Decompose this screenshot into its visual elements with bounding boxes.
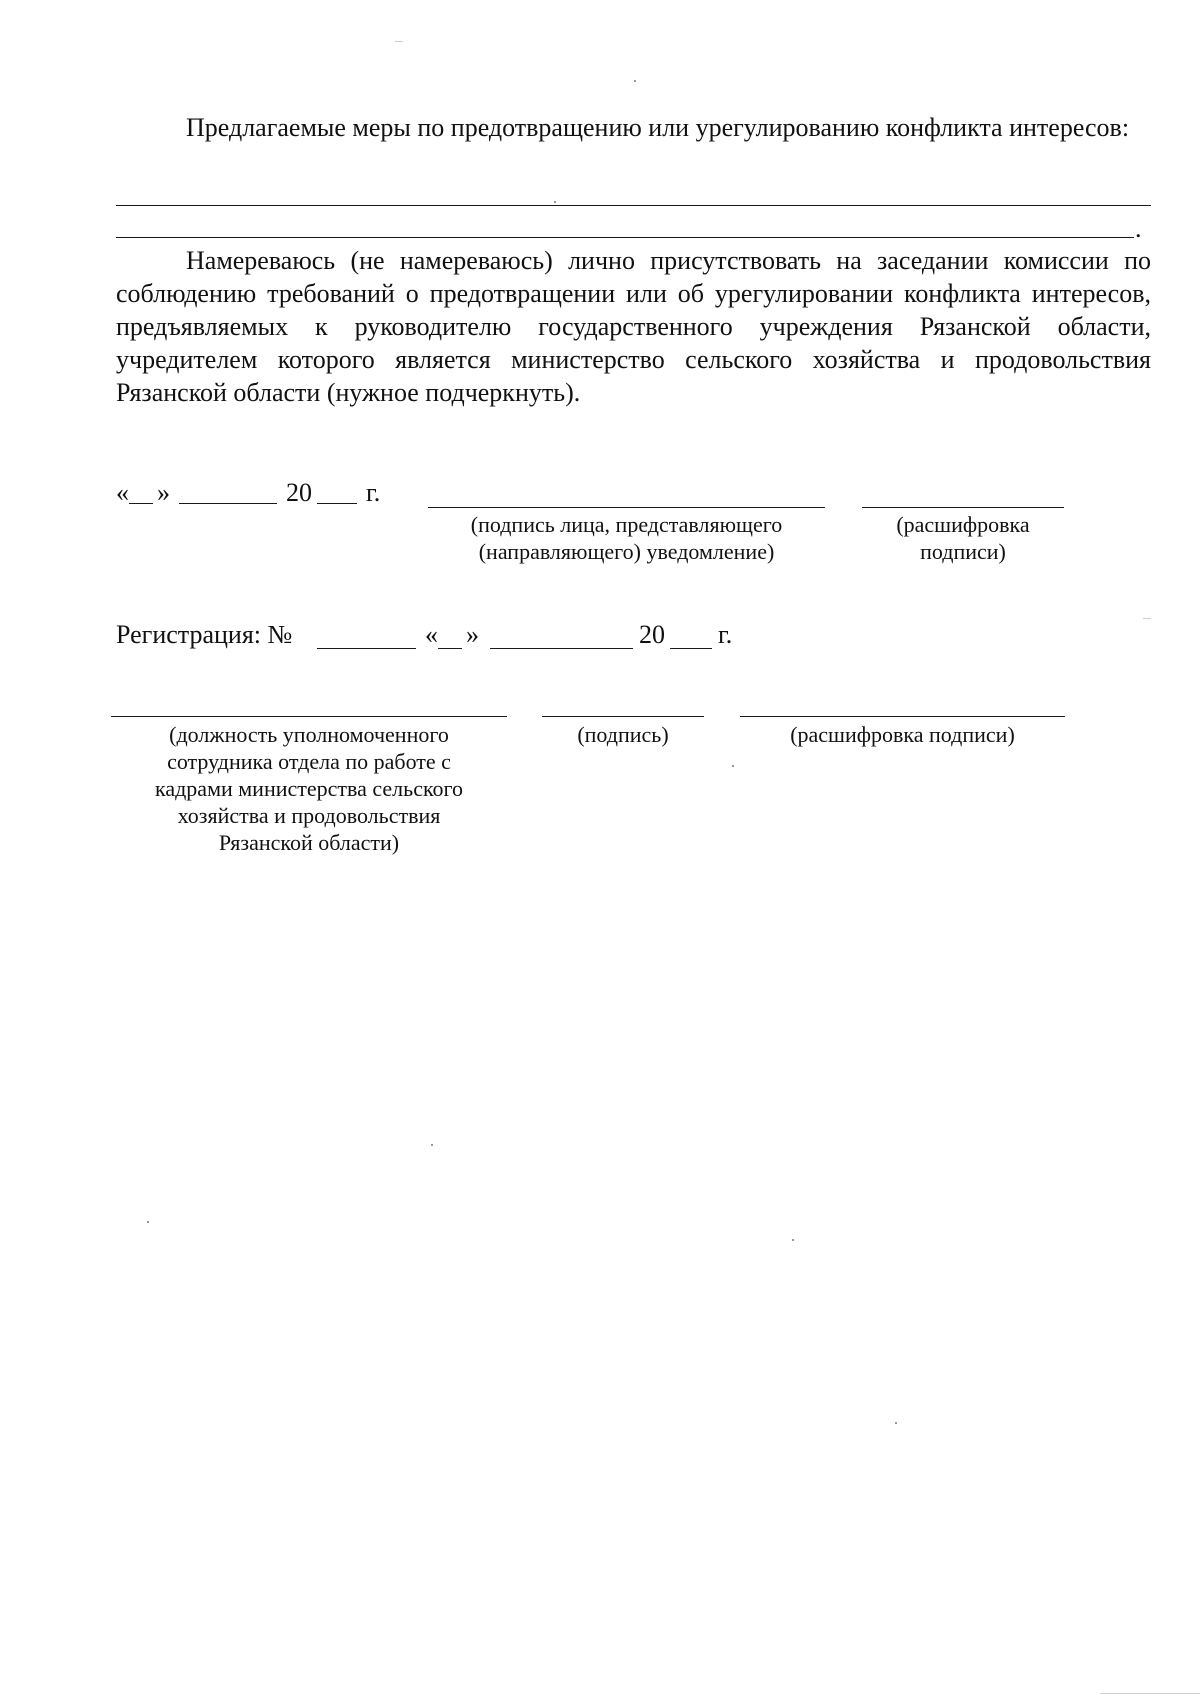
measures-blank-line-1[interactable] xyxy=(116,205,1151,206)
signature-decode-blank-line[interactable] xyxy=(862,507,1064,508)
officer-signature-caption: (подпись) xyxy=(577,722,669,747)
date-year-blank[interactable] xyxy=(317,503,357,504)
officer-signature-blank-line[interactable] xyxy=(542,716,704,717)
line-end-period: . xyxy=(1135,214,1142,243)
decode-caption-line1: (расшифровка xyxy=(896,512,1030,537)
scan-speck xyxy=(792,1239,794,1241)
registration-open-quote: « xyxy=(425,620,438,649)
measures-blank-line-2[interactable] xyxy=(116,237,1134,238)
registration-close-quote: » xyxy=(466,620,479,649)
scan-speck xyxy=(895,1422,897,1424)
scan-speck xyxy=(554,201,556,203)
signature-caption-line1: (подпись лица, представляющего xyxy=(470,512,783,537)
scan-edge xyxy=(1100,1693,1200,1694)
scan-speck xyxy=(431,1144,433,1146)
registration-month-blank[interactable] xyxy=(490,648,633,649)
position-caption-line3: кадрами министерства сельского xyxy=(154,776,464,801)
date-open-quote: « xyxy=(116,478,129,507)
decode-caption-line2: подписи) xyxy=(920,539,1006,564)
date-day-blank[interactable] xyxy=(129,503,153,504)
signature-blank-line[interactable] xyxy=(428,507,825,508)
position-caption-line4: хозяйства и продовольствия xyxy=(177,803,441,828)
registration-year-suffix: г. xyxy=(718,620,733,649)
scan-speck xyxy=(1143,618,1151,619)
registration-day-blank[interactable] xyxy=(438,648,462,649)
registration-year-blank[interactable] xyxy=(670,648,712,649)
officer-decode-caption: (расшифровка подписи) xyxy=(790,722,1015,747)
scan-speck xyxy=(395,41,403,42)
intent-paragraph: Намереваюсь (не намереваюсь) лично присутствовать на заседании комиссии по соблюдению требований о предотвращении или об урегулировании конфликта интересов, предъявляемых к руководителю государственного учреждения Рязанской области, учредителем которого является министерство сельского хозяйства и продовольствия Рязанской области (нужное подчеркнуть). xyxy=(116,246,1151,407)
scan-speck xyxy=(732,765,734,767)
officer-decode-blank-line[interactable] xyxy=(740,716,1065,717)
date-year-suffix: г. xyxy=(366,478,381,507)
position-caption-line5: Рязанской области) xyxy=(218,830,400,855)
date-month-blank[interactable] xyxy=(179,503,277,504)
date-close-quote: » xyxy=(157,478,170,507)
officer-position-blank-line[interactable] xyxy=(111,716,507,717)
scan-speck xyxy=(634,80,636,82)
date-year-prefix: 20 xyxy=(286,478,312,507)
scan-speck xyxy=(147,1221,149,1223)
signature-caption-line2: (направляющего) уведомление) xyxy=(478,539,775,564)
registration-year-prefix: 20 xyxy=(639,620,665,649)
position-caption-line2: сотрудника отдела по работе с xyxy=(167,749,451,774)
registration-label: Регистрация: № xyxy=(116,620,293,649)
measures-paragraph: Предлагаемые меры по предотвращению или урегулированию конфликта интересов: xyxy=(186,113,1130,142)
registration-number-blank[interactable] xyxy=(317,648,416,649)
position-caption-line1: (должность уполномоченного xyxy=(169,722,449,747)
